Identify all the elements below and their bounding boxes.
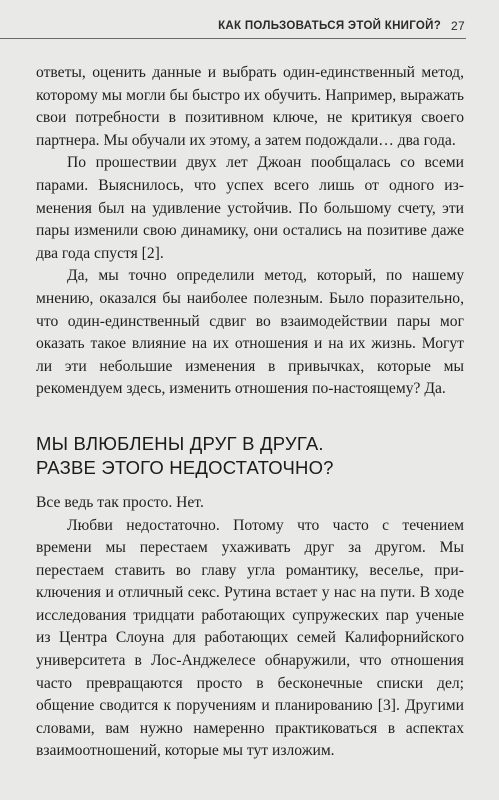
paragraph: Любви недостаточно. Потому что часто с течением времени мы перестаем ухаживать друг за другом. Мы перестаем ставить во главу угла романтику, веселье, приключения и отличный секс. Рутина встает у нас на пути. В ходе исследования тридцати работающих супружеских пар ученые из Центра Слоуна для работающих семей Калифорнийского университета в Лос-Анджелесе обнаружили, что отношения часто превращаются просто в бесконечные списки дел; общение сводится к поручениям и планированию [3]. Другими словами, вам нужно намеренно практиковаться в аспектах взаимоотношений, которые мы тут изложим. <box>36 516 464 760</box>
running-header <box>150 16 465 36</box>
section-heading <box>36 432 464 480</box>
page-body <box>36 62 464 763</box>
paragraph: Все ведь так просто. Нет. <box>36 493 204 511</box>
paragraph-continued: ответы, оценить данные и выбрать один-единственный метод, которому мы могли бы быстро их обучить. Например, выражать свои потребности в позитивном ключе, не критикуя своего партнера. Мы обучали их этому, а затем подождали… два года. <box>36 64 464 149</box>
chapter-title: КАК ПОЛЬЗОВАТЬСЯ ЭТОЙ КНИГОЙ? <box>218 20 442 32</box>
section-heading-line: РАЗВЕ ЭТОГО НЕДОСТАТОЧНО? <box>36 456 334 478</box>
section-heading-line: МЫ ВЛЮБЛЕНЫ ДРУГ В ДРУГА. <box>36 432 324 454</box>
page-number: 27 <box>451 19 465 33</box>
paragraph: Да, мы точно определили метод, который, по нашему мнению, оказался бы наиболее полезным. Было поразительно, что один-единственный сдвиг во взаимодействии пары мог оказать такое влияние на их отношения и на их жизнь. Могут ли эти небольшие изменения в привычках, которые мы рекомендуем здесь, изменить отношения по-настоящему? Да. <box>36 267 464 398</box>
header-rule <box>0 38 466 39</box>
paragraph: По прошествии двух лет Джоан пообщалась со всеми парами. Выяснилось, что успех всего лишь от одного изменения был на удивление устойчив. По большому счету, эти пары изменили свою динамику, они остались на позитиве даже два года спустя [2]. <box>36 154 464 262</box>
